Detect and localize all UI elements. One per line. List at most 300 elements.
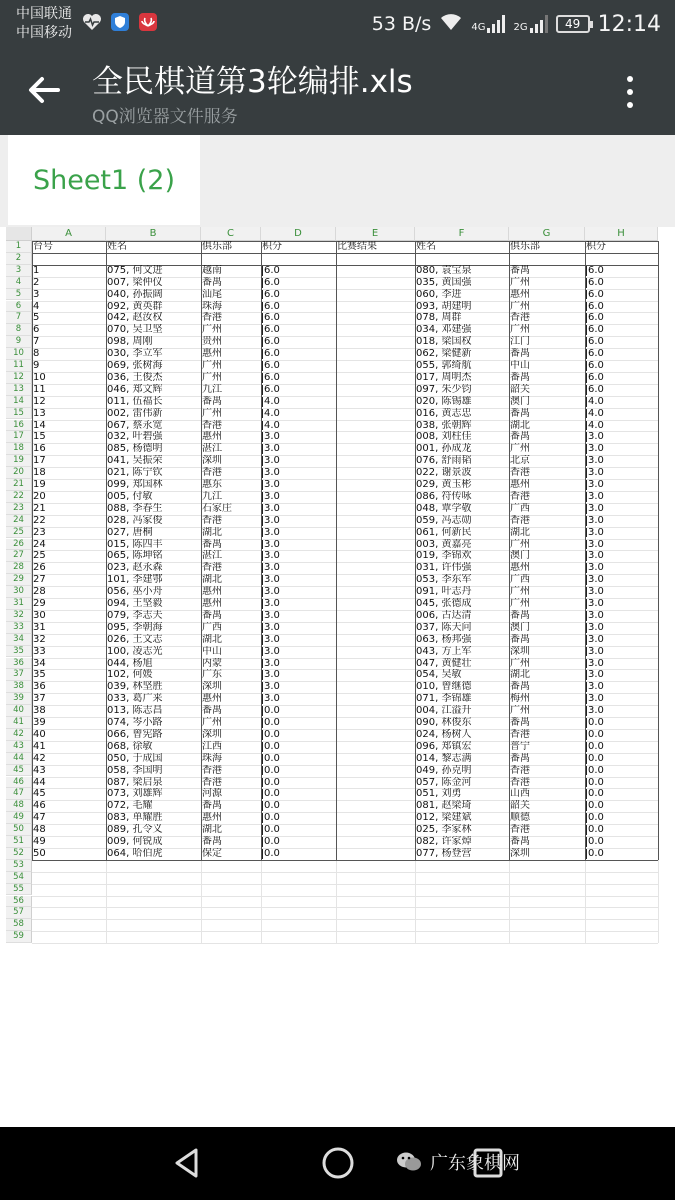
table-cell[interactable]: 101, 李建鄂	[107, 574, 163, 586]
score-cell[interactable]: 3.0	[264, 526, 280, 538]
score-cell[interactable]: 3.0	[264, 514, 280, 526]
score-cell[interactable]: 3.0	[588, 645, 604, 657]
table-cell[interactable]: 12	[33, 395, 46, 407]
table-cell[interactable]: 44	[33, 776, 46, 788]
header-cell[interactable]: 积分	[262, 241, 282, 252]
table-cell[interactable]: 072, 毛耀	[107, 800, 153, 812]
score-cell[interactable]: 3.0	[588, 526, 604, 538]
table-cell[interactable]: 056, 巫小舟	[107, 586, 163, 598]
table-cell[interactable]: 惠州	[202, 598, 222, 609]
table-cell[interactable]: 澳门	[510, 621, 530, 633]
row-header[interactable]: 9	[6, 336, 32, 348]
table-cell[interactable]: 028, 冯家俊	[107, 514, 163, 526]
score-cell[interactable]: 3.0	[264, 669, 280, 681]
score-cell[interactable]: 6.0	[588, 288, 604, 300]
table-cell[interactable]: 4	[33, 300, 40, 312]
score-cell[interactable]: 6.0	[264, 300, 280, 312]
table-cell[interactable]: 13	[33, 407, 46, 419]
row-header[interactable]: 42	[6, 729, 32, 741]
score-cell[interactable]: 3.0	[588, 574, 604, 586]
row-header[interactable]: 53	[6, 860, 32, 872]
score-cell[interactable]: 6.0	[264, 288, 280, 300]
score-cell[interactable]: 4.0	[588, 419, 604, 431]
score-cell[interactable]: 6.0	[588, 336, 604, 348]
column-header[interactable]: G	[509, 227, 585, 241]
table-cell[interactable]: 番禺	[510, 836, 530, 847]
table-cell[interactable]: 湖北	[202, 574, 222, 586]
table-cell[interactable]: 068, 徐敏	[107, 740, 153, 752]
table-cell[interactable]: 番禺	[202, 276, 222, 288]
table-cell[interactable]: 7	[33, 336, 40, 348]
table-cell[interactable]: 078, 周群	[416, 312, 462, 324]
table-cell[interactable]: 香港	[202, 312, 222, 324]
table-cell[interactable]: 033, 葛广来	[107, 693, 163, 705]
table-cell[interactable]: 广州	[510, 443, 530, 455]
score-cell[interactable]: 4.0	[264, 395, 280, 407]
row-header[interactable]: 31	[6, 598, 32, 610]
score-cell[interactable]: 6.0	[264, 360, 280, 371]
column-header[interactable]: A	[32, 227, 106, 241]
nav-back-button[interactable]	[168, 1143, 208, 1183]
row-header[interactable]: 50	[6, 824, 32, 836]
score-cell[interactable]: 0.0	[588, 776, 604, 788]
table-cell[interactable]: 广州	[202, 717, 222, 728]
score-cell[interactable]: 3.0	[588, 538, 604, 550]
table-cell[interactable]: 051, 刘勇	[416, 788, 462, 800]
table-cell[interactable]: 069, 张树海	[107, 360, 163, 371]
table-cell[interactable]: 102, 何媛	[107, 669, 153, 681]
table-cell[interactable]: 湖北	[202, 824, 222, 836]
score-cell[interactable]: 0.0	[588, 717, 604, 728]
table-cell[interactable]: 036, 王俊杰	[107, 371, 163, 383]
table-cell[interactable]: 香港	[510, 764, 530, 776]
score-cell[interactable]: 3.0	[588, 455, 604, 467]
table-cell[interactable]: 40	[33, 728, 46, 740]
table-cell[interactable]: 番禺	[202, 609, 222, 621]
table-cell[interactable]: 079, 李志夫	[107, 609, 163, 621]
table-cell[interactable]: 保定	[202, 847, 222, 859]
row-header[interactable]: 1	[6, 241, 32, 253]
row-header[interactable]: 59	[6, 931, 32, 943]
score-cell[interactable]: 6.0	[264, 336, 280, 348]
table-cell[interactable]: 32	[33, 633, 46, 645]
table-cell[interactable]: 032, 叶碧强	[107, 431, 163, 443]
table-cell[interactable]: 100, 凌志光	[107, 645, 163, 657]
row-header[interactable]: 43	[6, 741, 32, 753]
table-cell[interactable]: 003, 黄嘉亮	[416, 538, 472, 550]
table-cell[interactable]: 045, 张德成	[416, 598, 472, 609]
score-cell[interactable]: 3.0	[264, 467, 280, 479]
table-cell[interactable]: 35	[33, 669, 46, 681]
table-cell[interactable]: 广州	[510, 300, 530, 312]
table-cell[interactable]: 2	[33, 276, 40, 288]
score-cell[interactable]: 6.0	[588, 383, 604, 395]
score-cell[interactable]: 3.0	[264, 681, 280, 693]
table-cell[interactable]: 九江	[202, 383, 222, 395]
score-cell[interactable]: 0.0	[264, 752, 280, 764]
table-cell[interactable]: 088, 李春生	[107, 502, 163, 514]
table-cell[interactable]: 46	[33, 800, 46, 812]
table-cell[interactable]: 珠海	[202, 752, 222, 764]
score-cell[interactable]: 3.0	[588, 514, 604, 526]
table-cell[interactable]: 025, 李家林	[416, 824, 472, 836]
score-cell[interactable]: 6.0	[588, 276, 604, 288]
score-cell[interactable]: 0.0	[264, 824, 280, 836]
table-cell[interactable]: 深圳	[202, 455, 222, 467]
table-cell[interactable]: 27	[33, 574, 46, 586]
score-cell[interactable]: 3.0	[588, 621, 604, 633]
table-cell[interactable]: 普宁	[510, 740, 530, 752]
table-cell[interactable]: 011, 伍福长	[107, 395, 163, 407]
table-cell[interactable]: 15	[33, 431, 46, 443]
table-cell[interactable]: 香港	[202, 776, 222, 788]
table-cell[interactable]: 梅州	[510, 693, 530, 705]
header-cell[interactable]: 台号	[33, 241, 53, 252]
score-cell[interactable]: 3.0	[588, 502, 604, 514]
score-cell[interactable]: 3.0	[264, 490, 280, 502]
table-cell[interactable]: 027, 唐桐	[107, 526, 153, 538]
row-header[interactable]: 11	[6, 360, 32, 372]
score-cell[interactable]: 0.0	[264, 812, 280, 824]
table-cell[interactable]: 081, 赵梁琦	[416, 800, 472, 812]
table-cell[interactable]: 20	[33, 490, 46, 502]
table-cell[interactable]: 惠州	[202, 812, 222, 824]
table-cell[interactable]: 19	[33, 479, 46, 490]
table-cell[interactable]: 广州	[510, 538, 530, 550]
table-cell[interactable]: 33	[33, 645, 46, 657]
score-cell[interactable]: 3.0	[264, 479, 280, 490]
table-cell[interactable]: 035, 黄国强	[416, 276, 472, 288]
row-header[interactable]: 3	[6, 265, 32, 277]
table-cell[interactable]: 番禺	[202, 705, 222, 717]
score-cell[interactable]: 6.0	[588, 324, 604, 336]
table-cell[interactable]: 42	[33, 752, 46, 764]
score-cell[interactable]: 6.0	[264, 312, 280, 324]
table-cell[interactable]: 深圳	[510, 847, 530, 859]
table-cell[interactable]: 083, 单耀胜	[107, 812, 163, 824]
table-cell[interactable]: 057, 陈金河	[416, 776, 472, 788]
score-cell[interactable]: 3.0	[264, 645, 280, 657]
row-header[interactable]: 19	[6, 455, 32, 467]
score-cell[interactable]: 3.0	[588, 562, 604, 574]
table-cell[interactable]: 香港	[510, 824, 530, 836]
table-cell[interactable]: 23	[33, 526, 46, 538]
row-header[interactable]: 15	[6, 408, 32, 420]
row-header[interactable]: 46	[6, 777, 32, 789]
row-header[interactable]: 8	[6, 324, 32, 336]
row-header[interactable]: 14	[6, 396, 32, 408]
row-header[interactable]: 52	[6, 848, 32, 860]
table-cell[interactable]: 广州	[202, 371, 222, 383]
row-header[interactable]: 17	[6, 431, 32, 443]
row-header[interactable]: 21	[6, 479, 32, 491]
table-cell[interactable]: 9	[33, 360, 40, 371]
score-cell[interactable]: 6.0	[264, 348, 280, 360]
table-cell[interactable]: 38	[33, 705, 46, 717]
score-cell[interactable]: 0.0	[264, 800, 280, 812]
table-cell[interactable]: 093, 胡建明	[416, 300, 472, 312]
row-header[interactable]: 13	[6, 384, 32, 396]
table-cell[interactable]: 26	[33, 562, 46, 574]
table-cell[interactable]: 061, 何新民	[416, 526, 472, 538]
table-cell[interactable]: 023, 赵永森	[107, 562, 163, 574]
table-cell[interactable]: 090, 林俊东	[416, 717, 472, 728]
table-cell[interactable]: 037, 陈天问	[416, 621, 472, 633]
table-cell[interactable]: 番禺	[510, 681, 530, 693]
table-cell[interactable]: 039, 林坚胜	[107, 681, 163, 693]
table-cell[interactable]: 湖北	[202, 526, 222, 538]
score-cell[interactable]: 3.0	[588, 490, 604, 502]
table-cell[interactable]: 番禺	[510, 407, 530, 419]
row-header[interactable]: 5	[6, 289, 32, 301]
row-header[interactable]: 26	[6, 539, 32, 551]
table-cell[interactable]: 1	[33, 264, 40, 276]
table-cell[interactable]: 082, 许家焯	[416, 836, 472, 847]
score-cell[interactable]: 0.0	[588, 728, 604, 740]
row-header[interactable]: 32	[6, 610, 32, 622]
table-cell[interactable]: 067, 蔡永宽	[107, 419, 163, 431]
row-header[interactable]: 27	[6, 550, 32, 562]
table-cell[interactable]: 095, 李朝海	[107, 621, 163, 633]
table-cell[interactable]: 香港	[510, 514, 530, 526]
row-header[interactable]: 18	[6, 443, 32, 455]
score-cell[interactable]: 6.0	[264, 324, 280, 336]
row-header[interactable]: 39	[6, 693, 32, 705]
table-cell[interactable]: 005, 付敏	[107, 490, 153, 502]
table-cell[interactable]: 086, 符传咏	[416, 490, 472, 502]
score-cell[interactable]: 3.0	[588, 657, 604, 669]
table-cell[interactable]: 096, 郑镇宏	[416, 740, 472, 752]
table-cell[interactable]: 香港	[510, 312, 530, 324]
score-cell[interactable]: 3.0	[588, 431, 604, 443]
table-cell[interactable]: 038, 张朝辉	[416, 419, 472, 431]
table-cell[interactable]: 3	[33, 288, 40, 300]
row-header[interactable]: 2	[6, 253, 32, 265]
table-cell[interactable]: 099, 郑国林	[107, 479, 163, 490]
table-cell[interactable]: 石家庄	[202, 502, 232, 514]
table-cell[interactable]: 31	[33, 621, 46, 633]
table-cell[interactable]: 山西	[510, 788, 530, 800]
table-cell[interactable]: 惠州	[510, 288, 530, 300]
table-cell[interactable]: 5	[33, 312, 40, 324]
table-cell[interactable]: 020, 陈锡雄	[416, 395, 472, 407]
table-cell[interactable]: 066, 曾宪路	[107, 728, 163, 740]
table-cell[interactable]: 058, 李国明	[107, 764, 163, 776]
table-cell[interactable]: 江门	[510, 336, 530, 348]
table-cell[interactable]: 29	[33, 598, 46, 609]
score-cell[interactable]: 3.0	[264, 443, 280, 455]
table-cell[interactable]: 25	[33, 550, 46, 562]
table-cell[interactable]: 45	[33, 788, 46, 800]
column-header[interactable]: C	[201, 227, 261, 241]
score-cell[interactable]: 4.0	[264, 419, 280, 431]
table-cell[interactable]: 北京	[510, 455, 530, 467]
row-header[interactable]: 23	[6, 503, 32, 515]
score-cell[interactable]: 0.0	[264, 740, 280, 752]
table-cell[interactable]: 韶关	[510, 383, 530, 395]
table-cell[interactable]: 惠州	[510, 479, 530, 490]
table-cell[interactable]: 湛江	[202, 443, 222, 455]
column-header[interactable]: B	[106, 227, 201, 241]
score-cell[interactable]: 4.0	[588, 395, 604, 407]
score-cell[interactable]: 3.0	[264, 538, 280, 550]
row-header[interactable]: 45	[6, 765, 32, 777]
score-cell[interactable]: 3.0	[264, 502, 280, 514]
table-cell[interactable]: 番禺	[510, 348, 530, 360]
table-cell[interactable]: 香港	[202, 562, 222, 574]
score-cell[interactable]: 3.0	[264, 562, 280, 574]
row-header[interactable]: 20	[6, 467, 32, 479]
table-cell[interactable]: 6	[33, 324, 40, 336]
table-cell[interactable]: 11	[33, 383, 46, 395]
table-cell[interactable]: 042, 赵汝权	[107, 312, 163, 324]
column-header[interactable]: F	[415, 227, 509, 241]
table-cell[interactable]: 30	[33, 609, 46, 621]
grid-corner[interactable]	[6, 227, 32, 241]
table-cell[interactable]: 内蒙	[202, 657, 222, 669]
table-cell[interactable]: 49	[33, 836, 46, 847]
table-cell[interactable]: 18	[33, 467, 46, 479]
table-cell[interactable]: 21	[33, 502, 46, 514]
score-cell[interactable]: 3.0	[588, 669, 604, 681]
table-cell[interactable]: 番禺	[510, 609, 530, 621]
table-cell[interactable]: 48	[33, 824, 46, 836]
table-cell[interactable]: 湖北	[510, 419, 530, 431]
table-cell[interactable]: 番禺	[510, 264, 530, 276]
table-cell[interactable]: 22	[33, 514, 46, 526]
row-header[interactable]: 56	[6, 896, 32, 908]
table-cell[interactable]: 香港	[510, 467, 530, 479]
table-cell[interactable]: 36	[33, 681, 46, 693]
table-cell[interactable]: 广州	[510, 276, 530, 288]
table-cell[interactable]: 香港	[202, 467, 222, 479]
table-cell[interactable]: 珠海	[202, 300, 222, 312]
row-header[interactable]: 54	[6, 872, 32, 884]
table-cell[interactable]: 054, 吴敏	[416, 669, 462, 681]
table-cell[interactable]: 050, 于成国	[107, 752, 163, 764]
table-cell[interactable]: 076, 舒雨韬	[416, 455, 472, 467]
table-cell[interactable]: 惠州	[202, 586, 222, 598]
table-cell[interactable]: 087, 梁启泉	[107, 776, 163, 788]
table-cell[interactable]: 053, 李东军	[416, 574, 472, 586]
table-cell[interactable]: 广东	[202, 669, 222, 681]
score-cell[interactable]: 3.0	[588, 681, 604, 693]
table-cell[interactable]: 048, 覃学敬	[416, 502, 472, 514]
table-cell[interactable]: 湖北	[510, 669, 530, 681]
score-cell[interactable]: 3.0	[588, 609, 604, 621]
score-cell[interactable]: 4.0	[588, 407, 604, 419]
table-cell[interactable]: 广州	[202, 360, 222, 371]
score-cell[interactable]: 0.0	[264, 836, 280, 847]
table-cell[interactable]: 8	[33, 348, 40, 360]
table-cell[interactable]: 43	[33, 764, 46, 776]
table-cell[interactable]: 016, 黄志忠	[416, 407, 472, 419]
table-cell[interactable]: 九江	[202, 490, 222, 502]
score-cell[interactable]: 3.0	[588, 443, 604, 455]
table-cell[interactable]: 广西	[510, 502, 530, 514]
table-cell[interactable]: 029, 黄玉彬	[416, 479, 472, 490]
row-header[interactable]: 25	[6, 527, 32, 539]
table-cell[interactable]: 24	[33, 538, 46, 550]
table-cell[interactable]: 024, 杨树人	[416, 728, 472, 740]
score-cell[interactable]: 4.0	[264, 407, 280, 419]
score-cell[interactable]: 0.0	[588, 752, 604, 764]
score-cell[interactable]: 0.0	[264, 776, 280, 788]
table-cell[interactable]: 中山	[202, 645, 222, 657]
table-cell[interactable]: 深圳	[202, 681, 222, 693]
table-cell[interactable]: 广州	[202, 407, 222, 419]
table-cell[interactable]: 055, 郭绮航	[416, 360, 472, 371]
score-cell[interactable]: 3.0	[588, 479, 604, 490]
table-cell[interactable]: 16	[33, 443, 46, 455]
table-cell[interactable]: 惠州	[510, 562, 530, 574]
table-cell[interactable]: 广州	[510, 598, 530, 609]
score-cell[interactable]: 0.0	[588, 740, 604, 752]
table-cell[interactable]: 040, 孙振阔	[107, 288, 163, 300]
table-cell[interactable]: 贵州	[202, 336, 222, 348]
table-cell[interactable]: 惠州	[202, 693, 222, 705]
table-cell[interactable]: 073, 刘雄辉	[107, 788, 163, 800]
score-cell[interactable]: 0.0	[264, 847, 280, 859]
table-cell[interactable]: 番禺	[510, 717, 530, 728]
row-header[interactable]: 44	[6, 753, 32, 765]
row-header[interactable]: 41	[6, 717, 32, 729]
table-cell[interactable]: 广州	[510, 324, 530, 336]
spreadsheet-grid[interactable]	[6, 227, 669, 1127]
row-header[interactable]: 38	[6, 681, 32, 693]
table-cell[interactable]: 006, 古达清	[416, 609, 472, 621]
row-header[interactable]: 57	[6, 907, 32, 919]
score-cell[interactable]: 0.0	[588, 800, 604, 812]
table-cell[interactable]: 008, 刘柱佳	[416, 431, 472, 443]
table-cell[interactable]: 094, 王坚毅	[107, 598, 163, 609]
header-cell[interactable]: 姓名	[416, 241, 436, 252]
tab-sheet1[interactable]	[8, 135, 200, 225]
column-header[interactable]: H	[585, 227, 658, 241]
row-header[interactable]: 34	[6, 634, 32, 646]
table-cell[interactable]: 074, 岑小路	[107, 717, 163, 728]
row-header[interactable]: 12	[6, 372, 32, 384]
table-cell[interactable]: 070, 吴卫坚	[107, 324, 163, 336]
table-cell[interactable]: 022, 谢景波	[416, 467, 472, 479]
table-cell[interactable]: 034, 邓建强	[416, 324, 472, 336]
row-header[interactable]: 48	[6, 800, 32, 812]
table-cell[interactable]: 番禺	[510, 431, 530, 443]
table-cell[interactable]: 026, 王文志	[107, 633, 163, 645]
table-cell[interactable]: 广州	[510, 586, 530, 598]
row-header[interactable]: 40	[6, 705, 32, 717]
score-cell[interactable]: 3.0	[264, 657, 280, 669]
table-cell[interactable]: 071, 李锦雄	[416, 693, 472, 705]
score-cell[interactable]: 0.0	[264, 764, 280, 776]
table-cell[interactable]: 17	[33, 455, 46, 467]
table-cell[interactable]: 017, 周明杰	[416, 371, 472, 383]
table-cell[interactable]: 江西	[202, 740, 222, 752]
table-cell[interactable]: 007, 梁仲仪	[107, 276, 163, 288]
table-cell[interactable]: 汕尾	[202, 288, 222, 300]
table-cell[interactable]: 番禺	[202, 395, 222, 407]
row-header[interactable]: 37	[6, 669, 32, 681]
score-cell[interactable]: 3.0	[588, 705, 604, 717]
header-cell[interactable]: 比赛结果	[337, 241, 377, 252]
table-cell[interactable]: 广州	[510, 657, 530, 669]
table-cell[interactable]: 018, 梁国权	[416, 336, 472, 348]
score-cell[interactable]: 3.0	[588, 693, 604, 705]
score-cell[interactable]: 3.0	[588, 467, 604, 479]
table-cell[interactable]: 番禺	[202, 538, 222, 550]
table-cell[interactable]: 番禺	[510, 752, 530, 764]
score-cell[interactable]: 6.0	[588, 371, 604, 383]
